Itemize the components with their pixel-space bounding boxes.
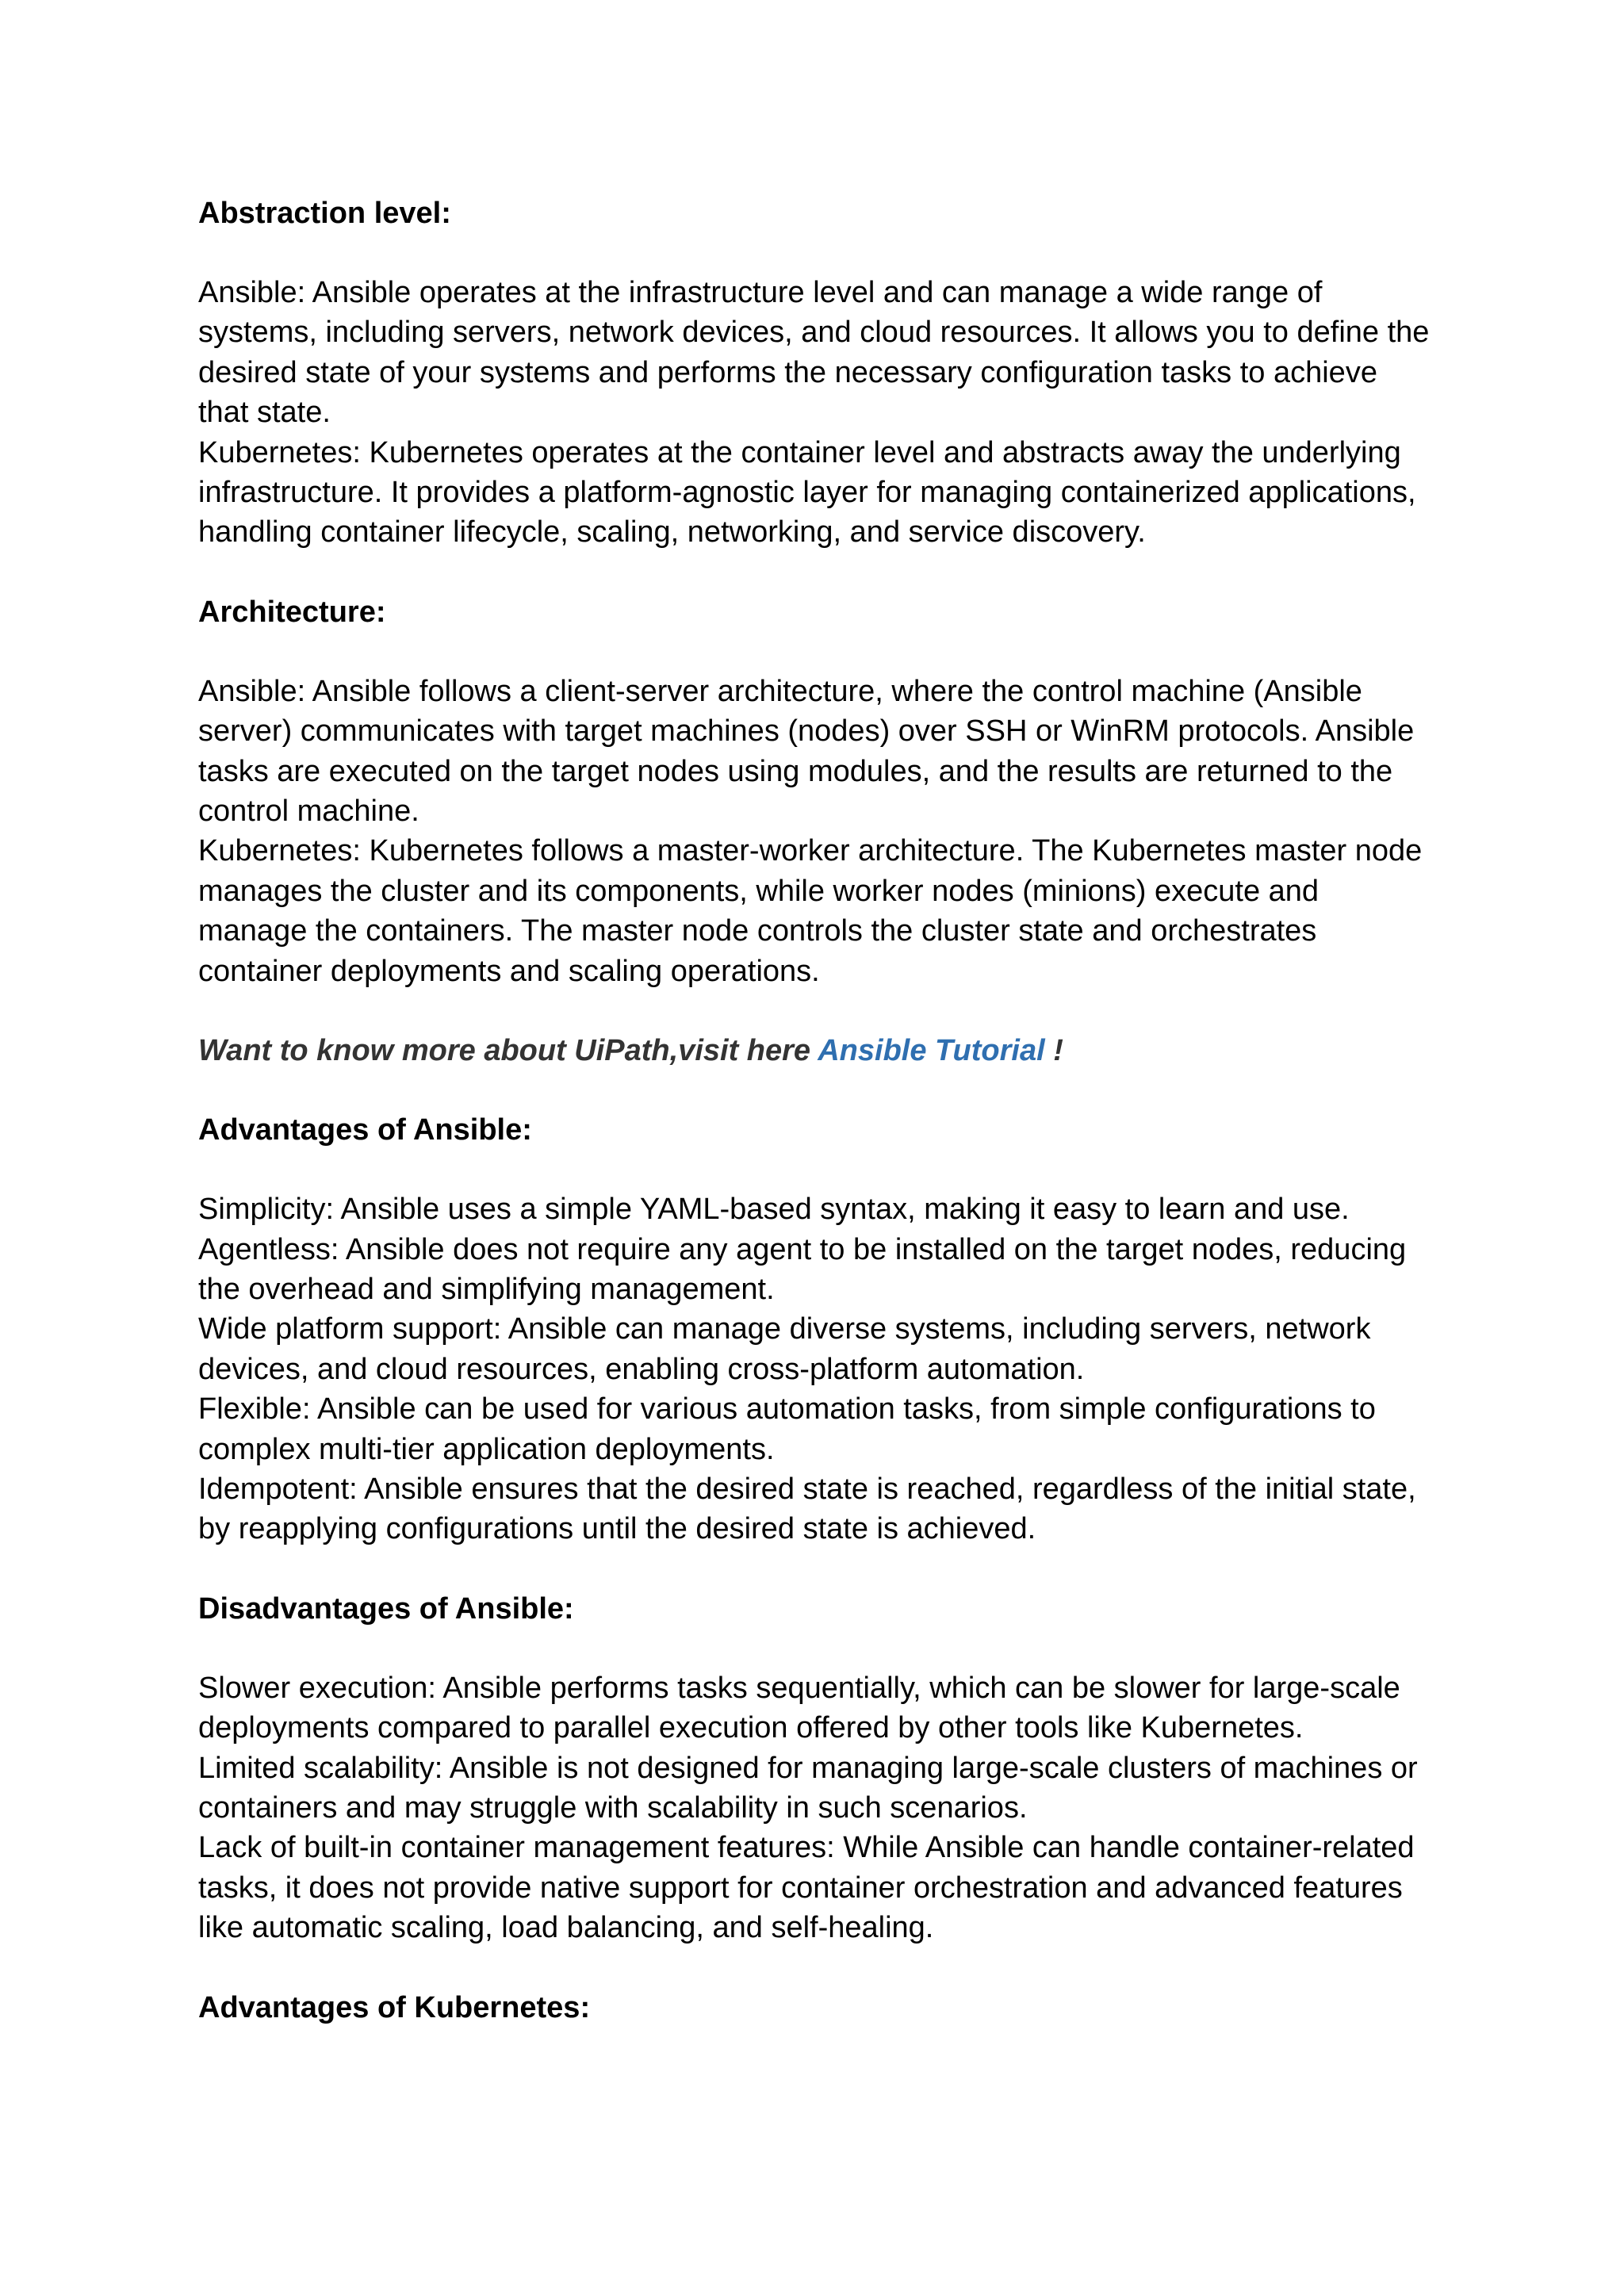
paragraph-kubernetes-architecture: Kubernetes: Kubernetes follows a master-worker architecture. The Kubernetes master node manages the cluster and its components, while worker nodes (minions) execute and manage the containers. The master node controls the cluster state and orchestrates container deployments and scaling operations.: [198, 834, 1423, 988]
spacer: [198, 233, 1435, 273]
document-page: [198, 193, 1435, 2028]
list-item-advantage: Simplicity: Ansible uses a simple YAML-based syntax, making it easy to learn and use.: [198, 1193, 1350, 1227]
list-item-advantage: Idempotent: Ansible ensures that the desired state is reached, regardless of the initial state, by reapplying configurations until the desired state is achieved.: [198, 1472, 1416, 1546]
spacer: [198, 1549, 1435, 1589]
paragraph-ansible-architecture: Ansible: Ansible follows a client-server architecture, where the control machine (Ansible server) communicates with target machines (nodes) over SSH or WinRM protocols. Ansible tasks are executed on the target nodes using modules, and the results are returned to the control machine.: [198, 674, 1415, 829]
spacer: [198, 1629, 1435, 1668]
promo-prefix: Want to know more about UiPath,visit here: [198, 1034, 818, 1068]
list-item-advantage: Wide platform support: Ansible can manage diverse systems, including servers, network devices, and cloud resources, enabling cross-platform automation.: [198, 1312, 1371, 1386]
list-item-advantage: Flexible: Ansible can be used for various automation tasks, from simple configurations to complex multi-tier application deployments.: [198, 1392, 1376, 1466]
heading-advantages-ansible: Advantages of Ansible:: [198, 1113, 532, 1147]
heading-abstraction-level: Abstraction level:: [198, 197, 451, 230]
spacer: [198, 553, 1435, 592]
list-item-advantage: Agentless: Ansible does not require any agent to be installed on the target nodes, reducing the overhead and simplifying management.: [198, 1232, 1407, 1306]
spacer: [198, 1948, 1435, 1988]
heading-architecture: Architecture:: [198, 595, 386, 629]
spacer: [198, 991, 1435, 1031]
promo-line: [198, 1031, 1435, 1070]
paragraph-kubernetes-abstraction: Kubernetes: Kubernetes operates at the container level and abstracts away the underlying infrastructure. It provides a platform-agnostic layer for managing containerized applications, handling container lifecycle, scaling, networking, and service discovery.: [198, 435, 1416, 550]
spacer: [198, 1070, 1435, 1110]
list-item-disadvantage: Slower execution: Ansible performs tasks sequentially, which can be slower for large-scale deployments compared to parallel execution offered by other tools like Kubernetes.: [198, 1671, 1400, 1745]
ansible-tutorial-link[interactable]: Ansible Tutorial: [818, 1034, 1045, 1068]
heading-advantages-kubernetes: Advantages of Kubernetes:: [198, 1990, 591, 2024]
list-item-disadvantage: Limited scalability: Ansible is not designed for managing large-scale clusters of machines or containers and may struggle with scalability in such scenarios.: [198, 1751, 1418, 1825]
heading-disadvantages-ansible: Disadvantages of Ansible:: [198, 1591, 574, 1626]
list-item-disadvantage: Lack of built-in container management features: While Ansible can handle container-related tasks, it does not provide native support for container orchestration and advanced features like automatic scaling, load balancing, and self-healing.: [198, 1831, 1415, 1945]
paragraph-ansible-abstraction: Ansible: Ansible operates at the infrastructure level and can manage a wide range of systems, including servers, network devices, and cloud resources. It allows you to define the desired state of your systems and performs the necessary configuration tasks to achieve that state.: [198, 276, 1430, 430]
spacer: [198, 632, 1435, 672]
promo-suffix: !: [1044, 1034, 1063, 1068]
spacer: [198, 1150, 1435, 1189]
